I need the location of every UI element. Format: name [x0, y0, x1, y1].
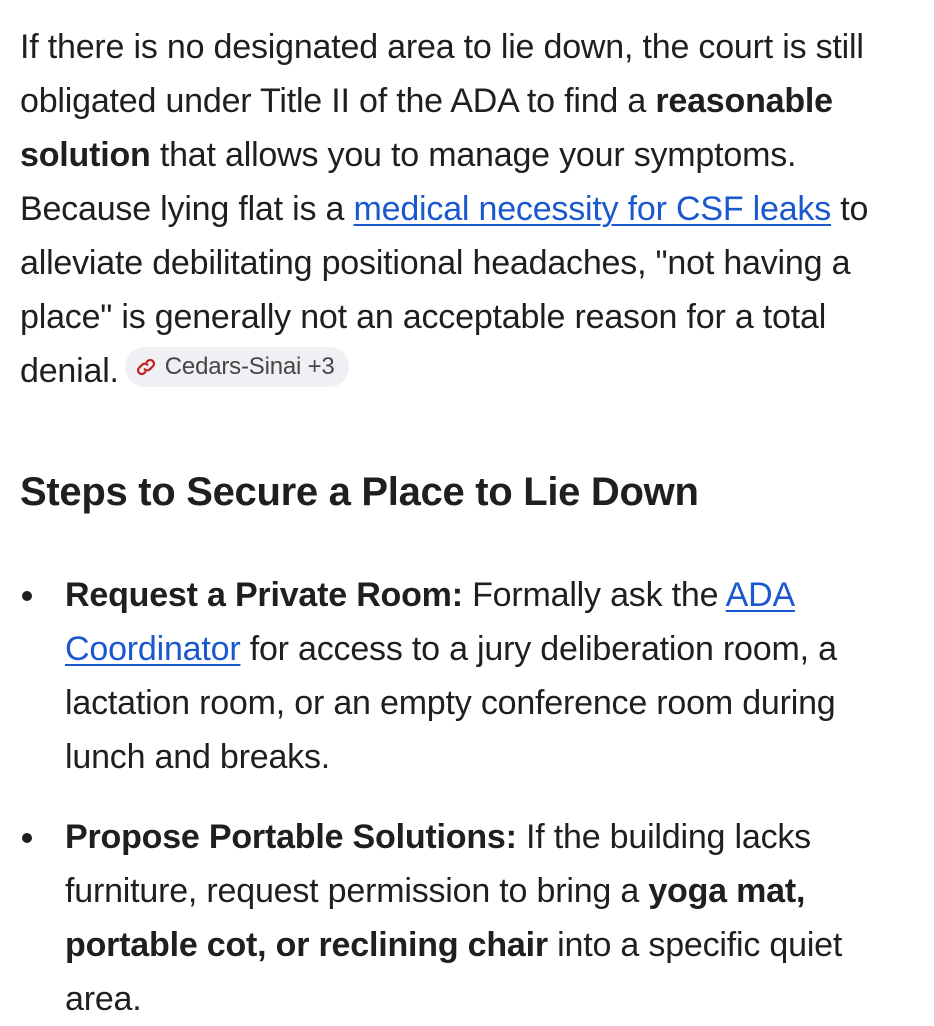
citation-chip[interactable]	[125, 347, 349, 387]
steps-list	[20, 568, 914, 1026]
section-title: Steps to Secure a Place to Lie Down	[20, 470, 699, 514]
step-1-label: Request a Private Room:	[65, 576, 463, 614]
link-icon	[135, 356, 157, 378]
step-1-text-1: Formally ask the	[462, 576, 726, 614]
intro-bold-reasonable-solution: reasonable solution	[20, 82, 833, 174]
bullet-icon	[22, 591, 32, 601]
list-item	[20, 568, 914, 784]
step-2-bold-items: yoga mat, portable cot, or reclining chair	[65, 872, 806, 964]
ada-coordinator-link[interactable]: ADA Coordinator	[65, 576, 795, 668]
bullet-icon	[22, 833, 32, 843]
intro-text-3: to alleviate debilitating positional headaches, "not having a place" is generally not an acceptable reason for a total denial.	[20, 190, 869, 390]
intro-text-1: If there is no designated area to lie down, the court is still obligated under Title II of the ADA to find a	[20, 28, 864, 120]
medical-necessity-link[interactable]: medical necessity for CSF leaks	[353, 190, 832, 228]
intro-text-2: that allows you to manage your symptoms. Because lying flat is a	[20, 136, 797, 228]
intro-paragraph	[20, 20, 914, 398]
step-1-text-2: for access to a jury deliberation room, a lactation room, or an empty conference room during lunch and breaks.	[65, 630, 837, 776]
list-item	[20, 810, 914, 1026]
citation-chip-label: Cedars-Sinai +3	[164, 353, 335, 380]
step-2-label: Propose Portable Solutions:	[65, 818, 517, 856]
step-2-text-2: into a specific quiet area.	[65, 926, 843, 1018]
step-2-text-1: If the building lacks furniture, request permission to bring a	[65, 818, 811, 910]
